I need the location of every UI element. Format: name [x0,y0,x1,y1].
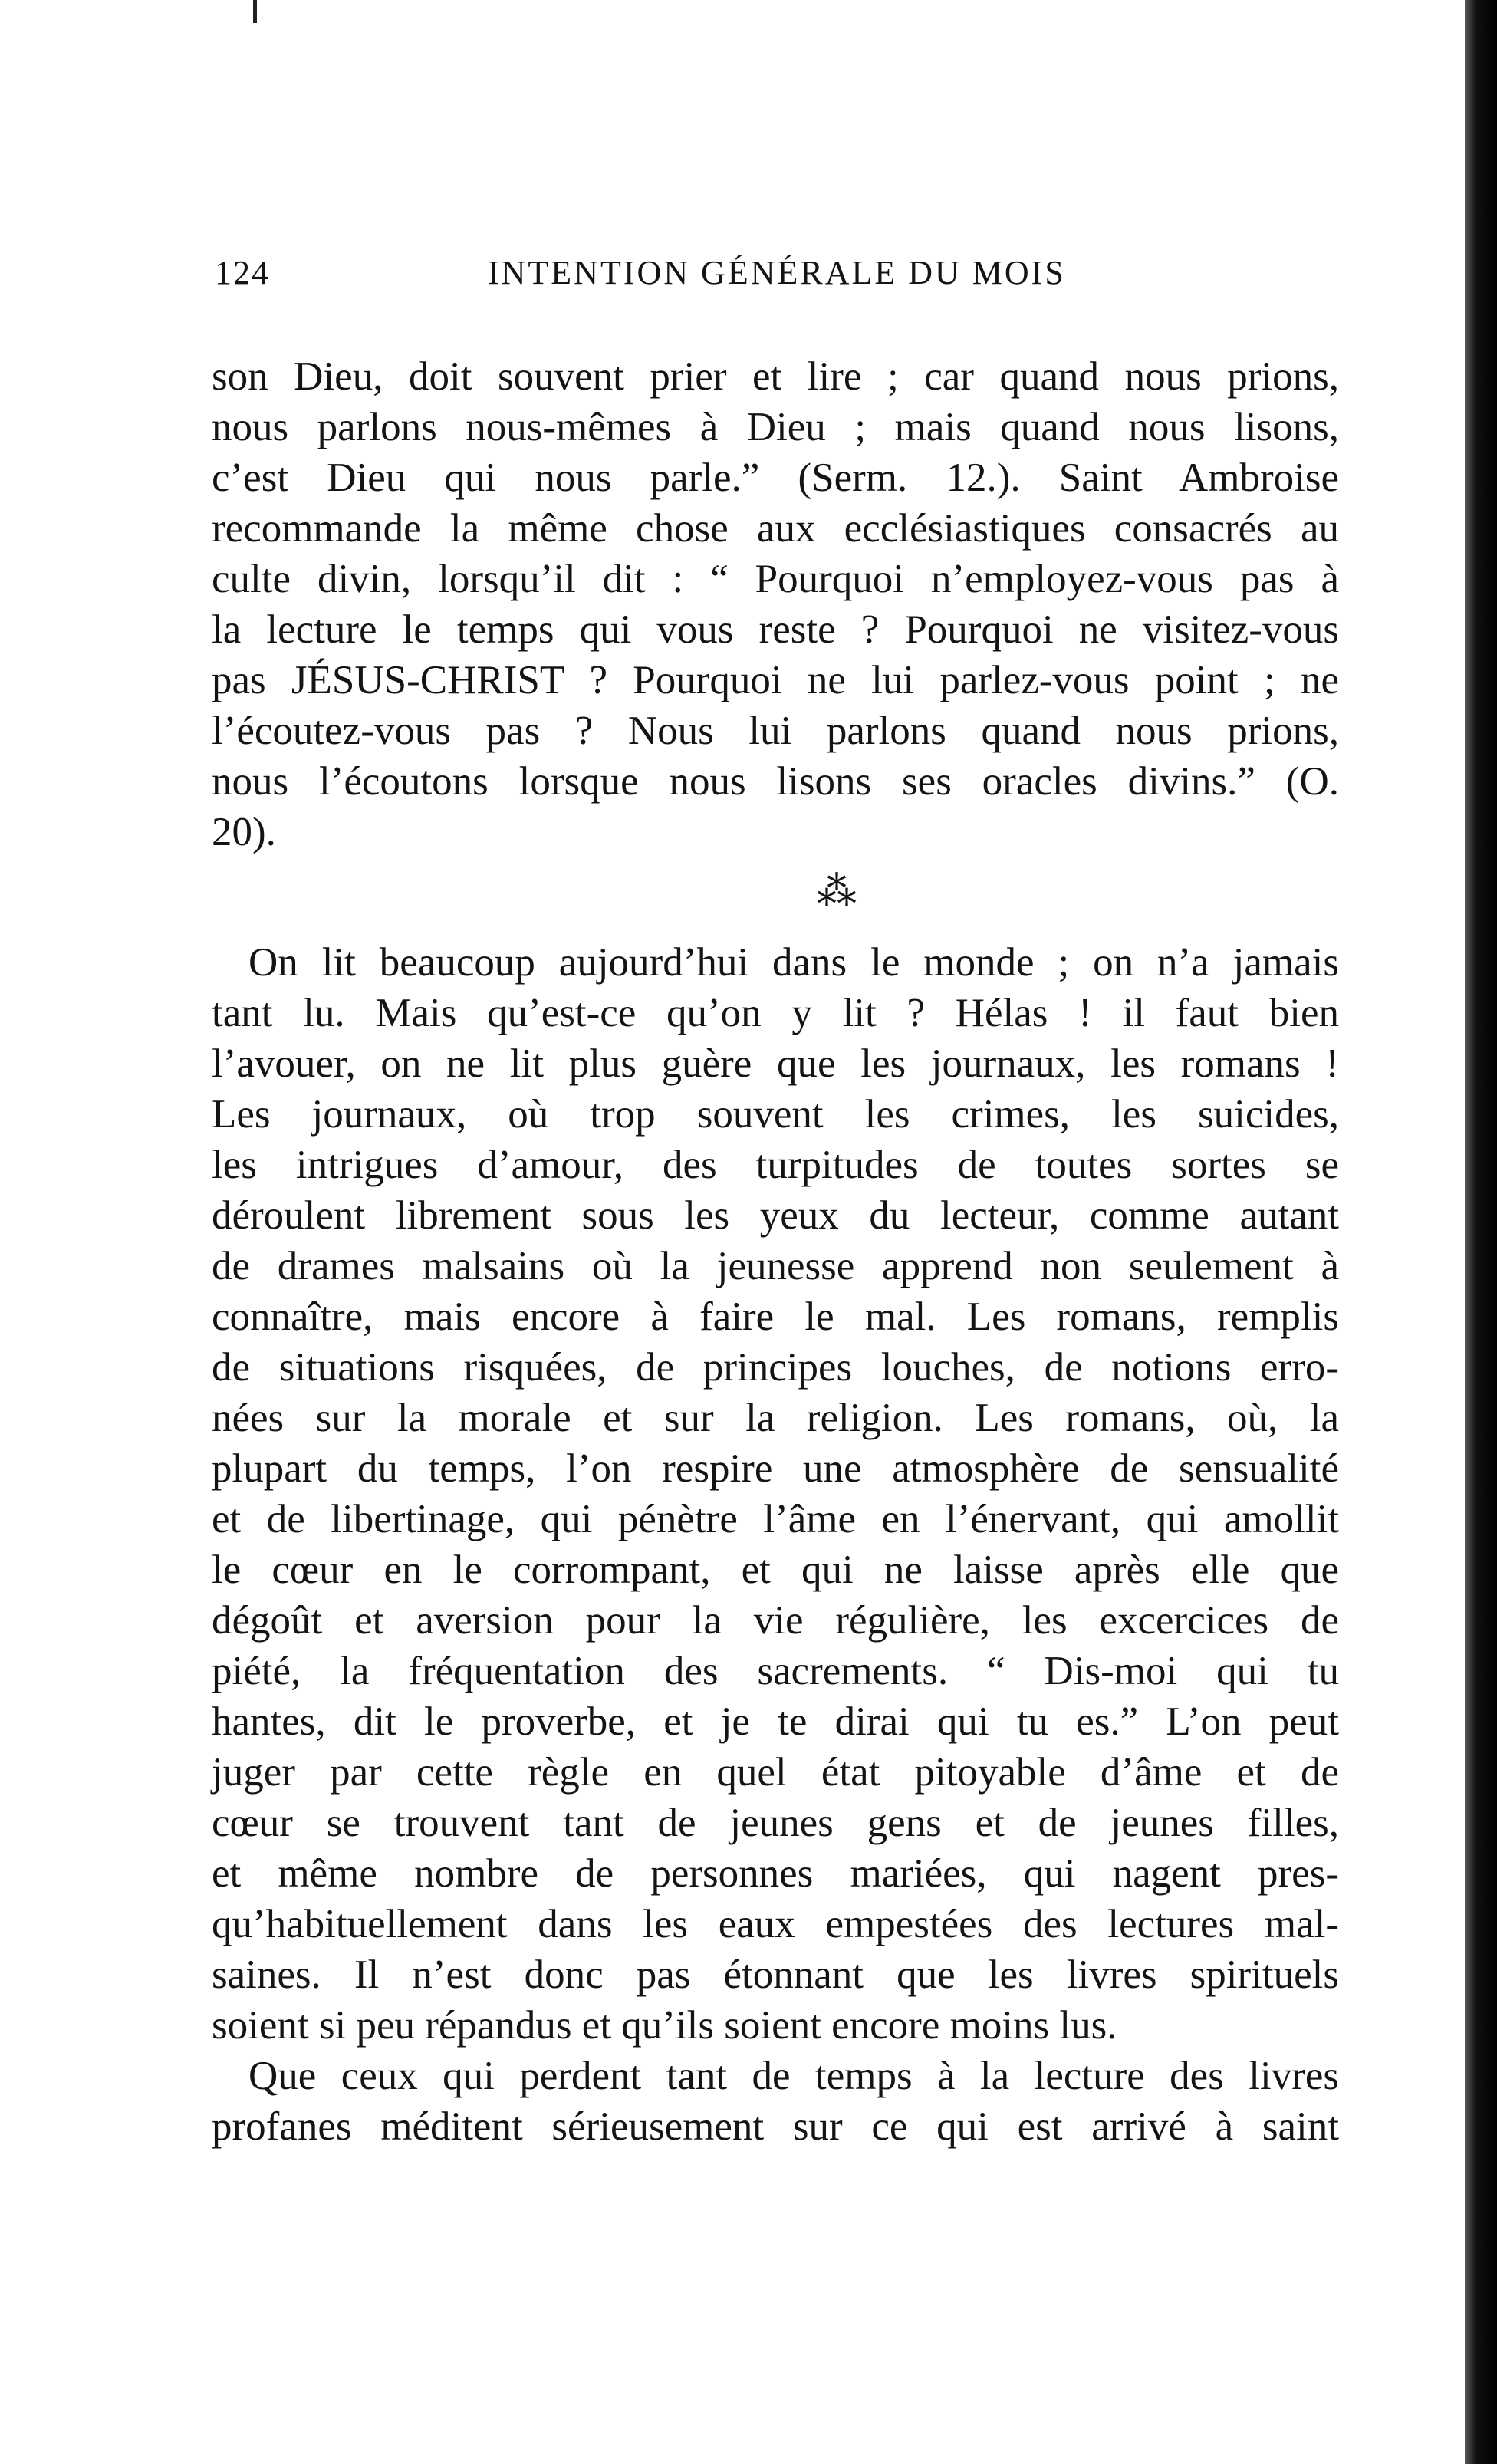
text-line: soient si peu répandus et qu’ils soient encore moins lus. [212,2003,1117,2048]
text-line: pas JÉSUS-CHRIST ? Pourquoi ne lui parlez-vous point ; ne [212,658,1339,702]
text-line: le cœur en le corrompant, et qui ne laisse après elle que [212,1548,1339,1592]
text-line: et de libertinage, qui pénètre l’âme en l’énervant, qui amollit [212,1497,1339,1541]
text-line: nous l’écoutons lorsque nous lisons ses oracles divins.” (O. [212,759,1339,804]
text-line: plupart du temps, l’on respire une atmosphère de sensualité [212,1446,1339,1491]
text-line: dégoût et aversion pour la vie régulière, les excercices de [212,1598,1339,1643]
asterism-divider: ⁂ [817,870,857,914]
scan-edge-shadow [1465,0,1497,2464]
text-line: Que ceux qui perdent tant de temps à la lecture des livres [248,2054,1339,2098]
text-line: piété, la fréquentation des sacrements. “ Dis-moi qui tu [212,1649,1339,1693]
running-head [212,253,1339,307]
text-line: juger par cette règle en quel état pitoyable d’âme et de [212,1750,1339,1795]
page-content [212,253,1339,2152]
text-line: l’avouer, on ne lit plus guère que les journaux, les romans ! [212,1041,1339,1086]
text-line: qu’habituellement dans les eaux empestées des lectures mal- [212,1902,1339,1946]
body-text [212,351,1339,2152]
text-line: 20). [212,810,276,854]
text-line: hantes, dit le proverbe, et je te dirai qui tu es.” L’on peut [212,1699,1339,1744]
text-line: tant lu. Mais qu’est-ce qu’on y lit ? Hélas ! il faut bien [212,991,1339,1035]
text-line: saines. Il n’est donc pas étonnant que les livres spirituels [212,1952,1339,1997]
running-head-title: INTENTION GÉNÉRALE DU MOIS [488,254,1066,291]
text-line: déroulent librement sous les yeux du lecteur, comme autant [212,1193,1339,1238]
paragraph-3 [212,2051,1339,2152]
text-line: connaître, mais encore à faire le mal. Les romans, remplis [212,1295,1339,1339]
text-line: les intrigues d’amour, des turpitudes de toutes sortes se [212,1143,1339,1187]
text-line: On lit beaucoup aujourd’hui dans le monde ; on n’a jamais [248,940,1339,985]
text-line: c’est Dieu qui nous parle.” (Serm. 12.). Saint Ambroise [212,456,1339,500]
text-line: cœur se trouvent tant de jeunes gens et de jeunes filles, [212,1801,1339,1845]
text-line: l’écoutez-vous pas ? Nous lui parlons quand nous prions, [212,709,1339,753]
text-line: Les journaux, où trop souvent les crimes, les suicides, [212,1092,1339,1137]
text-line: la lecture le temps qui vous reste ? Pourquoi ne visitez-vous [212,607,1339,652]
text-line: et même nombre de personnes mariées, qui nagent pres- [212,1851,1339,1896]
paragraph-2 [212,937,1339,2051]
text-line: culte divin, lorsqu’il dit : “ Pourquoi n’employez-vous pas à [212,557,1339,601]
text-line: nées sur la morale et sur la religion. Les romans, où, la [212,1396,1339,1440]
paragraph-1 [212,351,1339,857]
text-line: profanes méditent sérieusement sur ce qui est arrivé à saint [212,2104,1339,2149]
text-line: de situations risquées, de principes louches, de notions erro- [212,1345,1339,1390]
page-number: 124 [215,254,270,291]
text-line: nous parlons nous-mêmes à Dieu ; mais quand nous lisons, [212,405,1339,449]
text-line: de drames malsains où la jeunesse apprend non seulement à [212,1244,1339,1288]
text-line: son Dieu, doit souvent prier et lire ; car quand nous prions, [212,354,1339,399]
text-line: recommande la même chose aux ecclésiastiques consacrés au [212,506,1339,551]
scan-speck [253,0,257,23]
